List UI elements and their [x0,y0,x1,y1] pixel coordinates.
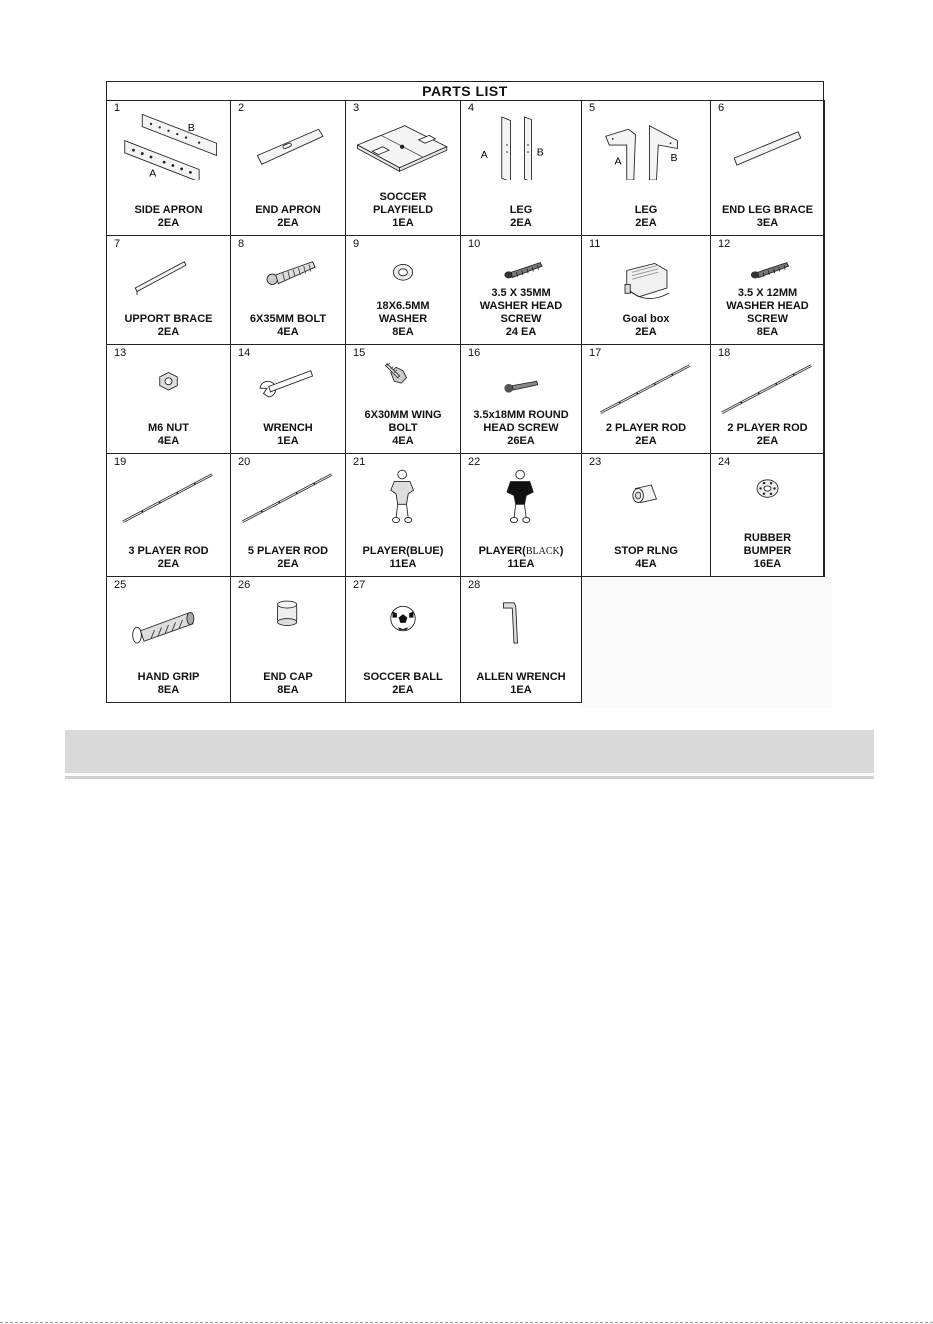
part-cell-20 [231,454,346,577]
part-number: 16 [468,347,481,359]
part-cell-1 [107,100,231,236]
part-cell-24 [711,454,825,577]
svg-text:B: B [187,122,195,134]
part-number: 1 [114,102,121,114]
part-number: 3 [353,102,360,114]
part-label: UPPORT BRACE 2EA [124,313,213,338]
wrench-icon [231,355,345,425]
part-cell-22 [461,454,582,577]
part-number: 6 [718,102,725,114]
section-divider [65,776,874,779]
part-cell-17 [582,345,711,454]
part-cell-8 [231,236,346,345]
part-cell-19 [107,454,231,577]
allen-wrench-icon [461,587,581,657]
hand-grip-icon [107,587,230,657]
part-label: WRENCH 1EA [263,422,313,447]
part-number: 10 [468,238,481,250]
part-label: RUBBER BUMPER 16EA [743,532,792,570]
svg-text:B: B [670,151,678,164]
rod-icon [107,464,230,534]
section-banner [65,730,874,773]
part-number: 14 [238,347,251,359]
soccer-ball-icon [346,587,460,657]
part-number: 27 [353,579,366,591]
part-cell-3 [346,100,461,236]
rod-icon [711,355,824,425]
part-number: 9 [353,238,360,250]
part-label [461,545,581,571]
part-number: 24 [718,456,731,468]
playfield-icon [346,110,460,180]
page-bottom-rule [0,1322,933,1323]
part-number: 17 [589,347,602,359]
part-number: 5 [589,102,596,114]
end-leg-brace-icon [711,110,824,180]
part-number: 18 [718,347,731,359]
part-label: Goal box 2EA [622,313,670,338]
part-cell-10 [461,236,582,345]
side-apron-icon [107,110,230,180]
player-blue-icon [346,464,460,534]
part-label: 3.5x18MM ROUND HEAD SCREW 26EA [473,409,569,447]
goal-box-icon [582,246,710,316]
parts-list-table [106,81,824,703]
bolt-icon [231,246,345,316]
part-cell-25 [107,577,231,703]
part-cell-18 [711,345,825,454]
part-label: SOCCER PLAYFIELD 1EA [372,191,434,229]
part-cell-27 [346,577,461,703]
part-cell-7 [107,236,231,345]
part-number: 22 [468,456,481,468]
end-cap-icon [231,587,345,657]
part-label: 3 PLAYER ROD 2EA [128,545,209,570]
part-number: 20 [238,456,251,468]
leg-angled-icon [582,110,710,180]
part-label: ALLEN WRENCH 1EA [476,671,566,696]
part-label: END CAP 8EA [263,671,313,696]
part-number: 7 [114,238,121,250]
part-label: M6 NUT 4EA [148,422,189,447]
part-quantity: 11EA [507,558,535,570]
part-cell-28 [461,577,582,703]
part-label: 6X30MM WING BOLT 4EA [364,409,442,447]
svg-text:A: A [480,149,488,162]
parts-list-title: PARTS LIST [107,82,823,101]
part-label: SOCCER BALL 2EA [363,671,443,696]
part-cell-5 [582,100,711,236]
part-cell-2 [231,100,346,236]
part-label-color: BLACK [525,546,560,557]
part-cell-23 [582,454,711,577]
rubber-bumper-icon [711,464,824,534]
part-cell-11 [582,236,711,345]
part-number: 15 [353,347,366,359]
part-cell-21 [346,454,461,577]
part-cell-14 [231,345,346,454]
part-label: 5 PLAYER ROD 2EA [247,545,329,570]
empty-area [582,577,832,708]
part-label: 6X35MM BOLT 4EA [249,313,327,338]
part-label: END LEG BRACE 3EA [721,204,814,229]
svg-text:B: B [536,146,544,159]
part-number: 2 [238,102,245,114]
part-label: PLAYER(BLUE) 11EA [362,545,444,570]
rod-icon [231,464,345,534]
part-label: STOP RLNG 4EA [614,545,678,570]
part-number: 4 [468,102,475,114]
part-cell-16 [461,345,582,454]
nut-icon [107,355,230,425]
part-number: 8 [238,238,245,250]
leg-straight-icon [461,110,581,180]
part-number: 25 [114,579,127,591]
part-cell-9 [346,236,461,345]
part-number: 12 [718,238,731,250]
part-number: 21 [353,456,366,468]
svg-text:A: A [149,167,157,180]
part-cell-12 [711,236,825,345]
part-label-prefix: PLAYER( [478,545,526,557]
part-cell-15 [346,345,461,454]
svg-text:A: A [614,155,622,168]
rod-icon [582,355,710,425]
part-number: 23 [589,456,602,468]
part-label: 3.5 X 35MM WASHER HEAD SCREW 24 EA [479,287,563,338]
end-apron-icon [231,110,345,180]
part-number: 19 [114,456,127,468]
part-label: END APRON 2EA [255,204,321,229]
part-label: 2 PLAYER ROD 2EA [605,422,687,447]
support-brace-icon [107,246,230,316]
part-label: SIDE APRON 2EA [134,204,203,229]
part-cell-4 [461,100,582,236]
part-label-suffix: ) [559,545,564,557]
stop-ring-icon [582,464,710,534]
part-label: HAND GRIP 8EA [137,671,200,696]
part-label: 3.5 X 12MM WASHER HEAD SCREW 8EA [726,287,809,338]
part-label: LEG 2EA [509,204,533,229]
part-label: 18X6.5MM WASHER 8EA [376,300,430,338]
part-cell-6 [711,100,825,236]
part-label: LEG 2EA [634,204,658,229]
player-black-icon [461,464,581,534]
part-cell-26 [231,577,346,703]
part-number: 28 [468,579,481,591]
part-number: 13 [114,347,127,359]
part-number: 26 [238,579,251,591]
part-number: 11 [589,238,601,250]
part-cell-13 [107,345,231,454]
part-label: 2 PLAYER ROD 2EA [727,422,808,447]
